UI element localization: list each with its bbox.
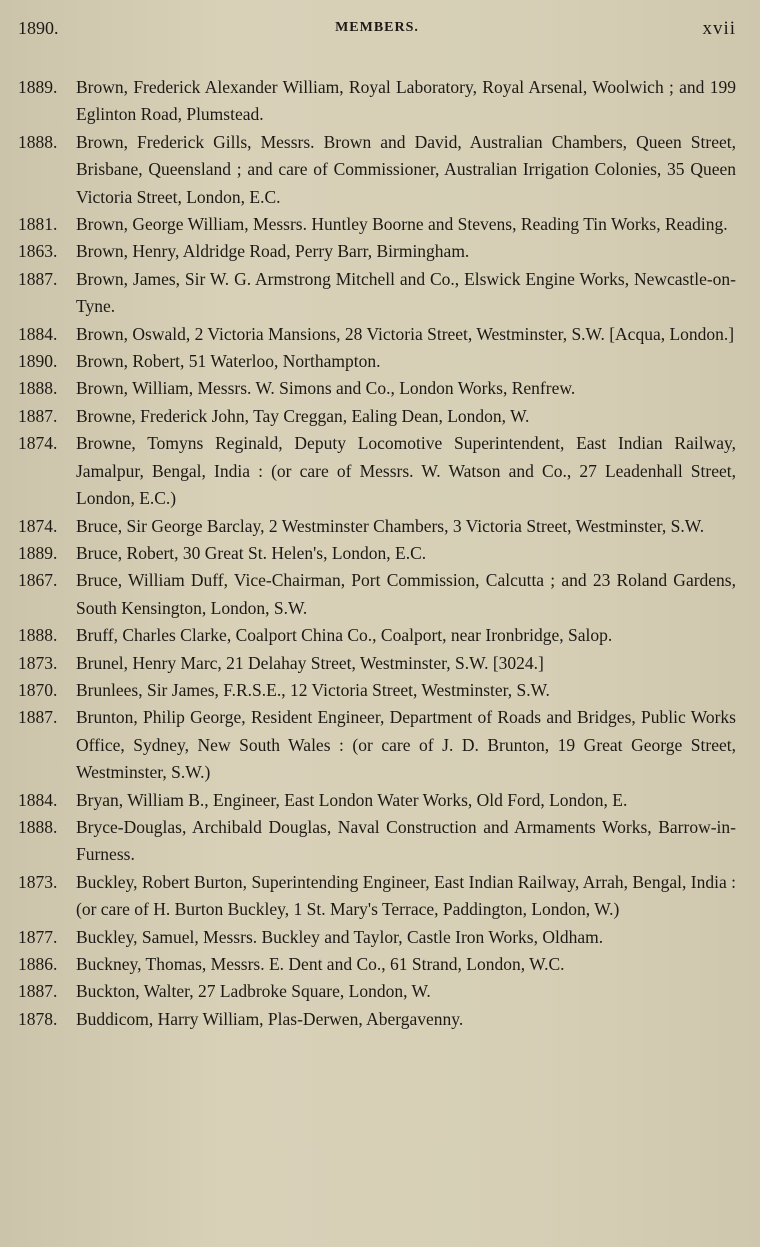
member-entry xyxy=(18,787,736,814)
entry-text: Brown, Robert, 51 Waterloo, Northampton. xyxy=(76,351,381,372)
entry-year: 1884. xyxy=(18,789,58,810)
member-entry xyxy=(18,238,736,265)
entry-year: 1887. xyxy=(18,405,58,426)
entry-year: 1886. xyxy=(18,954,58,974)
member-entry xyxy=(18,704,736,786)
member-entry xyxy=(18,622,736,649)
member-list xyxy=(18,74,736,1033)
entry-text: Bruce, William Duff, Vice-Chairman, Port Commission, Calcutta ; and 23 Roland Gardens, South Kensington, London, S.W. xyxy=(76,570,736,618)
member-entry xyxy=(18,430,736,512)
entry-year: 1874. xyxy=(18,433,58,454)
member-entry xyxy=(18,211,736,238)
member-entry xyxy=(18,540,736,567)
entry-text: Brown, Henry, Aldridge Road, Perry Barr, Birmingham. xyxy=(76,241,470,262)
member-entry xyxy=(18,321,736,348)
member-entry xyxy=(18,650,736,677)
entry-year: 1889. xyxy=(18,77,58,97)
entry-year: 1890. xyxy=(18,351,58,372)
entry-year: 1884. xyxy=(18,323,58,344)
entry-year: 1877. xyxy=(18,926,58,947)
member-entry xyxy=(18,924,736,951)
member-entry xyxy=(18,129,736,211)
member-entry xyxy=(18,513,736,540)
header-year: 1890. xyxy=(18,18,59,38)
entry-text: Brown, Frederick Alexander William, Royal Laboratory, Royal Arsenal, Woolwich ; and 199 Eglinton Road, Plumstead. xyxy=(76,77,736,125)
entry-text: Brown, George William, Messrs. Huntley Boorne and Stevens, Reading Tin Works, Reading. xyxy=(76,214,728,235)
member-entry xyxy=(18,266,736,321)
entry-text: Bryan, William B., Engineer, East London Water Works, Old Ford, London, E. xyxy=(76,789,628,810)
member-entry xyxy=(18,814,736,869)
entry-year: 1887. xyxy=(18,268,58,289)
entry-year: 1873. xyxy=(18,871,58,892)
entry-year: 1888. xyxy=(18,378,58,399)
entry-year: 1870. xyxy=(18,679,58,700)
member-entry xyxy=(18,978,736,1005)
member-entry xyxy=(18,567,736,622)
member-entry xyxy=(18,869,736,924)
entry-text: Buckley, Samuel, Messrs. Buckley and Taylor, Castle Iron Works, Oldham. xyxy=(76,926,604,947)
entry-text: Buckton, Walter, 27 Ladbroke Square, London, W. xyxy=(76,981,431,1002)
page-number: xvii xyxy=(702,18,736,39)
entry-text: Bryce-Douglas, Archibald Douglas, Naval Construction and Armaments Works, Barrow-in-Furness. xyxy=(76,816,736,865)
entry-year: 1889. xyxy=(18,542,58,563)
entry-text: Brunel, Henry Marc, 21 Delahay Street, Westminster, S.W. [3024.] xyxy=(76,652,544,673)
running-head xyxy=(18,18,736,46)
entry-year: 1863. xyxy=(18,241,58,262)
entry-text: Buddicom, Harry William, Plas-Derwen, Abergavenny. xyxy=(76,1008,464,1029)
entry-text: Bruce, Robert, 30 Great St. Helen's, London, E.C. xyxy=(76,542,427,563)
entry-year: 1878. xyxy=(18,1008,58,1029)
entry-year: 1887. xyxy=(18,981,58,1002)
entry-year: 1873. xyxy=(18,652,58,673)
member-entry xyxy=(18,348,736,375)
header-title: MEMBERS. xyxy=(335,20,419,35)
entry-year: 1887. xyxy=(18,707,58,728)
entry-year: 1888. xyxy=(18,131,58,152)
entry-text: Brown, William, Messrs. W. Simons and Co., London Works, Renfrew. xyxy=(76,378,576,399)
entry-text: Brown, James, Sir W. G. Armstrong Mitchell and Co., Elswick Engine Works, Newcastle-on-Tyne. xyxy=(76,268,736,317)
entry-text: Brunlees, Sir James, F.R.S.E., 12 Victoria Street, Westminster, S.W. xyxy=(76,679,550,700)
member-entry xyxy=(18,403,736,430)
member-entry xyxy=(18,74,736,129)
entry-text: Buckley, Robert Burton, Superintending Engineer, East Indian Railway, Arrah, Bengal, India : (or care of H. Burton Buckley, 1 St. Mary's Terrace, Paddington, London, W.) xyxy=(76,871,736,920)
entry-year: 1874. xyxy=(18,515,58,536)
member-entry xyxy=(18,375,736,402)
entry-text: Browne, Frederick John, Tay Creggan, Ealing Dean, London, W. xyxy=(76,405,530,426)
entry-text: Brown, Oswald, 2 Victoria Mansions, 28 Victoria Street, Westminster, S.W. [Acqua, London.] xyxy=(76,323,735,344)
entry-year: 1867. xyxy=(18,570,58,591)
entry-text: Bruff, Charles Clarke, Coalport China Co., Coalport, near Ironbridge, Salop. xyxy=(76,625,613,646)
entry-year: 1881. xyxy=(18,214,58,235)
entry-text: Bruce, Sir George Barclay, 2 Westminster Chambers, 3 Victoria Street, Westminster, S.W. xyxy=(76,515,705,536)
entry-year: 1888. xyxy=(18,816,58,837)
entry-year: 1888. xyxy=(18,625,58,646)
entry-text: Brown, Frederick Gills, Messrs. Brown and David, Australian Chambers, Queen Street, Brisbane, Queensland ; and care of Commissioner, Australian Irrigation Colonies, 35 Queen Victoria Street, London, E.C. xyxy=(76,131,736,207)
member-entry xyxy=(18,1006,736,1033)
entry-text: Browne, Tomyns Reginald, Deputy Locomotive Superintendent, East Indian Railway, Jamalpur, Bengal, India : (or care of Messrs. W. Watson and Co., 27 Leadenhall Street, London, E.C.) xyxy=(76,433,736,509)
member-entry xyxy=(18,677,736,704)
entry-text: Brunton, Philip George, Resident Engineer, Department of Roads and Bridges, Public Works Office, Sydney, New South Wales : (or care of J. D. Brunton, 19 Great George Street, Westminster, S.W.) xyxy=(76,707,736,783)
member-entry xyxy=(18,951,736,978)
entry-text: Buckney, Thomas, Messrs. E. Dent and Co., 61 Strand, London, W.C. xyxy=(76,954,565,974)
